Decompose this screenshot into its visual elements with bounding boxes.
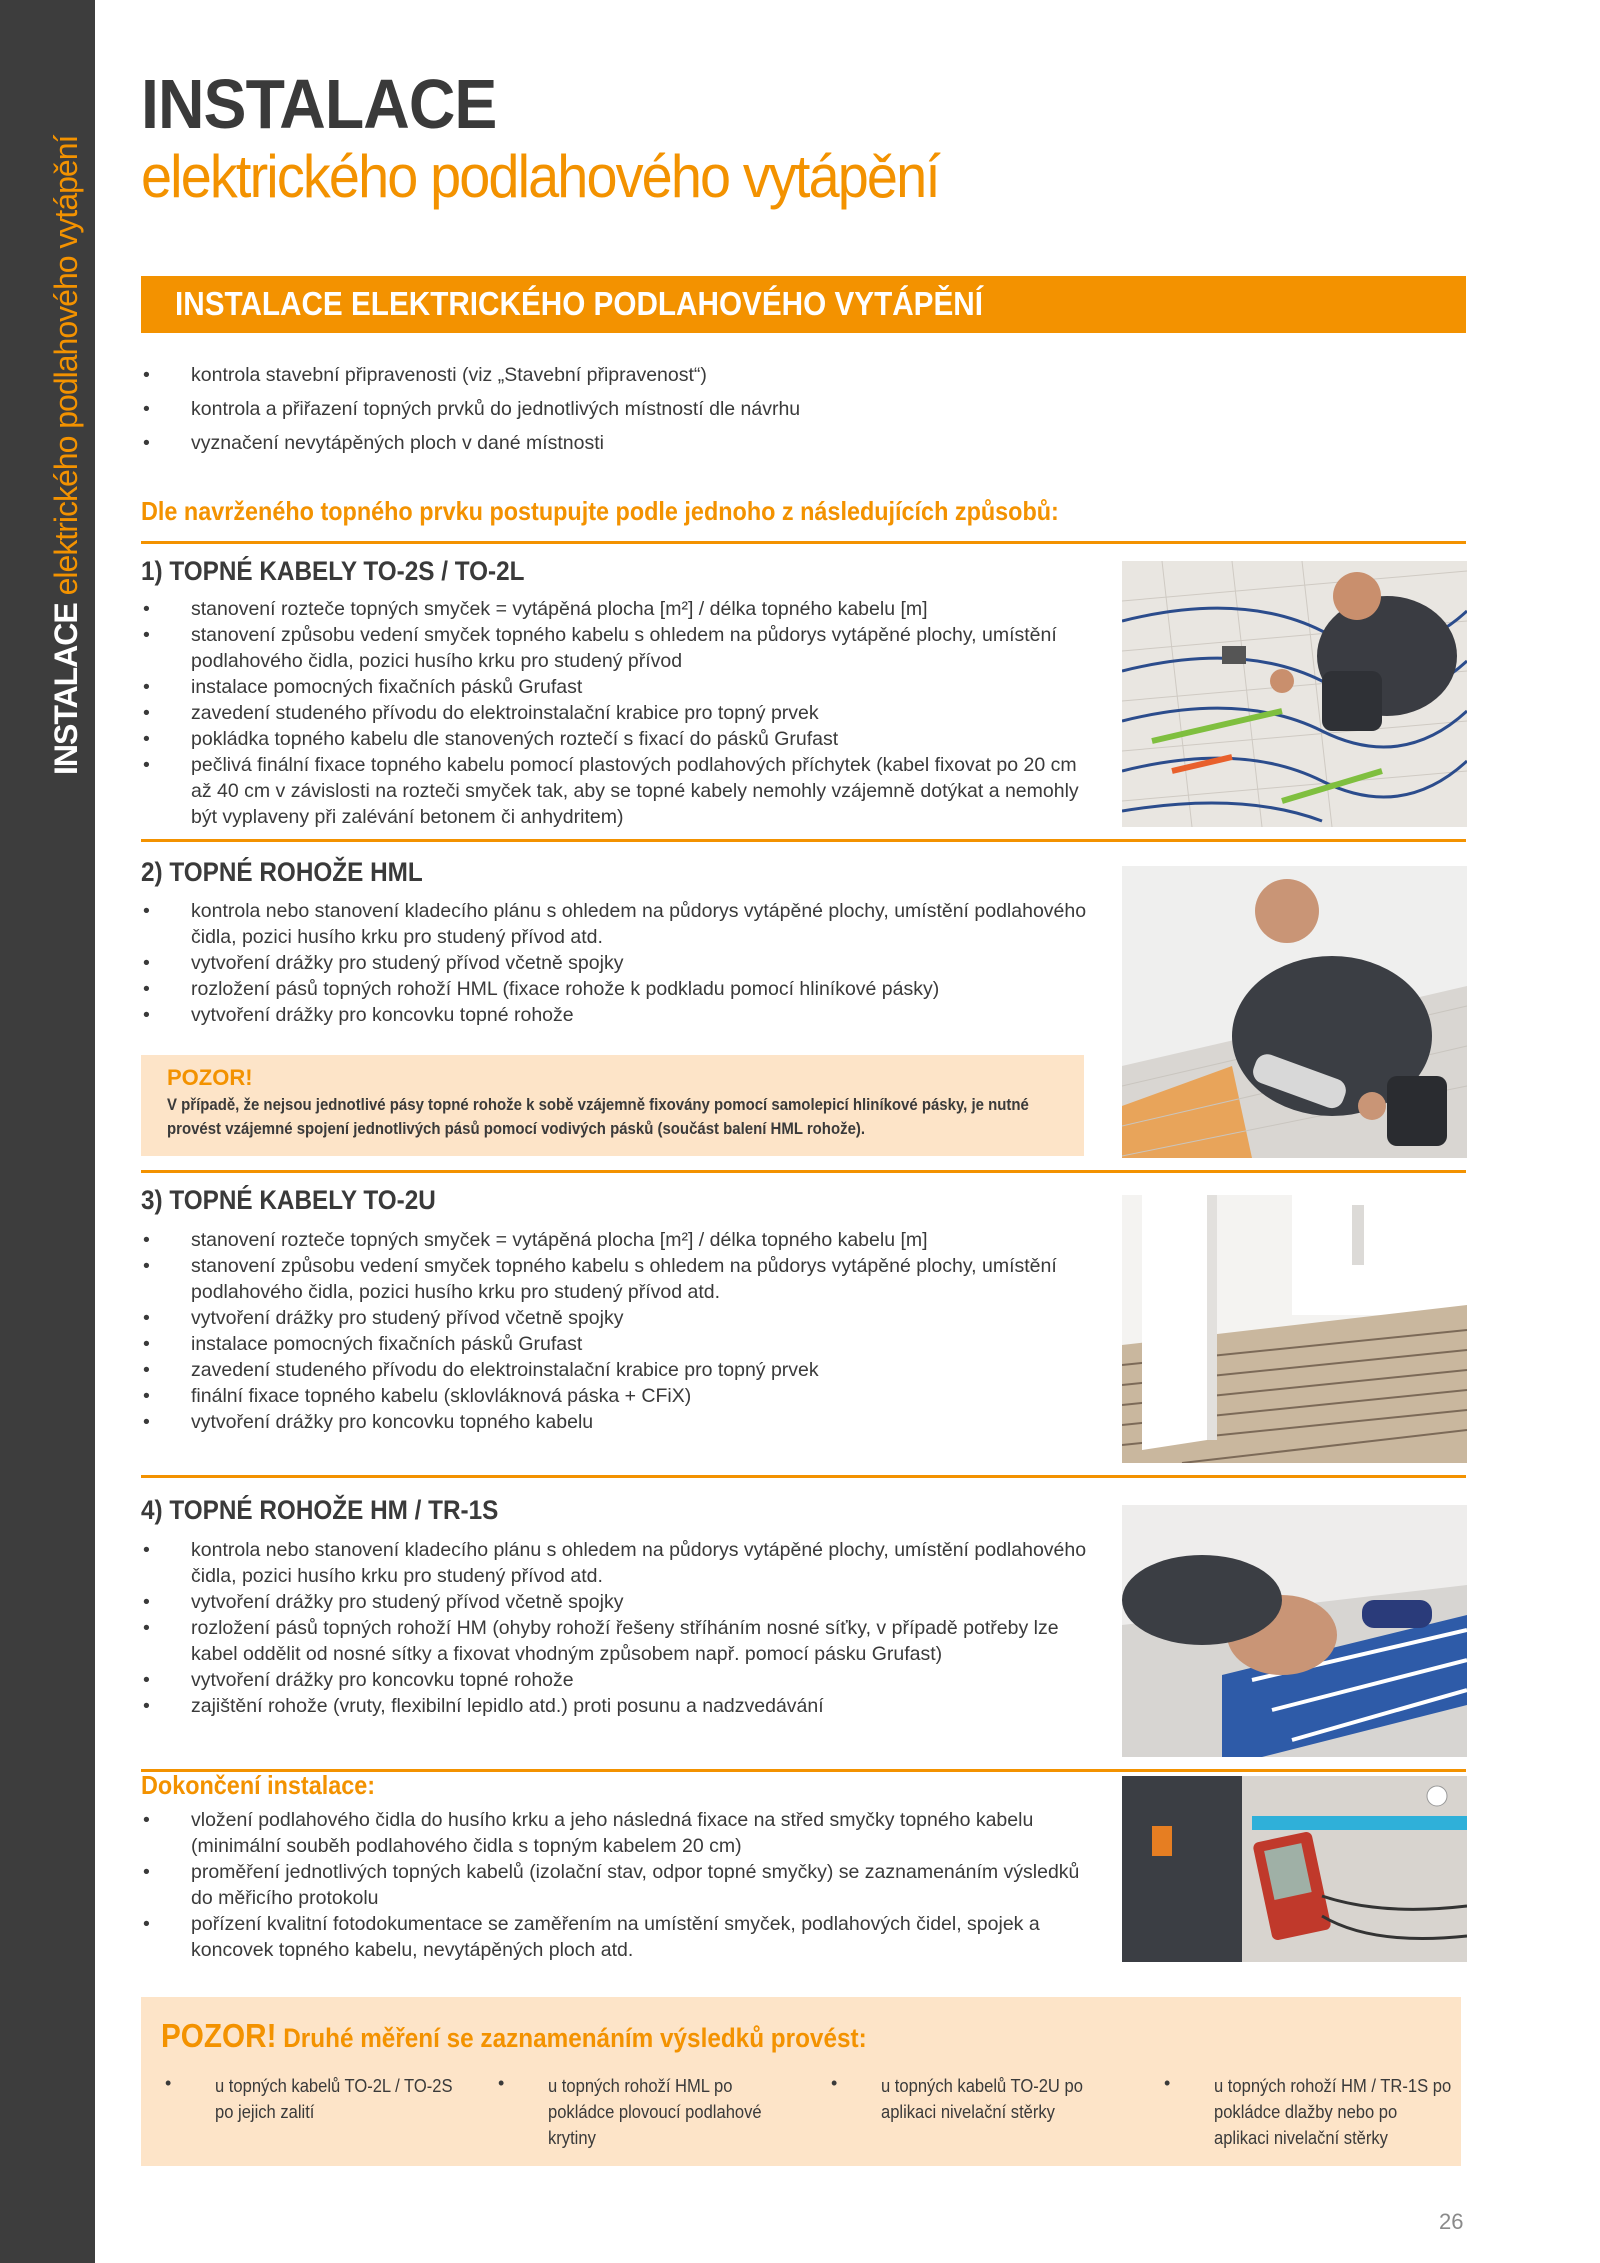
final-box-item-text: u topných rohoží HM / TR-1S po pokládce dlažby nebo po aplikaci nivelační stěrky <box>1214 2076 1452 2148</box>
final-box-title-word: POZOR! <box>161 2017 277 2054</box>
divider <box>141 541 1466 544</box>
intro-list <box>141 362 1101 464</box>
finish-heading: Dokončení instalace: <box>141 1770 376 1800</box>
section-banner <box>141 276 1466 333</box>
list-item: • rozložení pásů topných rohoží HML (fixace rohože k podkladu pomocí hliníkové pásky) <box>141 976 1101 1002</box>
section-1-list <box>141 596 1101 830</box>
list-item: • vytvoření drážky pro studený přívod včetně spojky <box>141 1305 1101 1331</box>
final-box-title-rest: Druhé měření se zaznamenáním výsledků provést: <box>276 2023 867 2053</box>
warning-note <box>141 1055 1084 1156</box>
photo-cable-installation <box>1122 561 1467 827</box>
list-item: • vyznačení nevytápěných ploch v dané místnosti <box>141 430 1101 456</box>
list-item: • stanovení rozteče topných smyček = vytápěná plocha [m²] / délka topného kabelu [m] <box>141 596 1101 622</box>
section-2-list <box>141 898 1101 1028</box>
list-item: • instalace pomocných fixačních pásků Grufast <box>141 674 1101 700</box>
list-item: • zajištění rohože (vruty, flexibilní lepidlo atd.) proti posunu a nadzvedávání <box>141 1693 1101 1719</box>
photo-mat-installation <box>1122 866 1467 1158</box>
list-item: • kontrola nebo stanovení kladecího plánu s ohledem na půdorys vytápěné plochy, umístění podlahového čidla, pozici husího krku pro studený přívod atd. <box>141 898 1101 950</box>
list-item: • instalace pomocných fixačních pásků Grufast <box>141 1331 1101 1357</box>
divider <box>141 839 1466 842</box>
list-item: • zavedení studeného přívodu do elektroinstalační krabice pro topný prvek <box>141 700 1101 726</box>
section-4-heading: 4) TOPNÉ ROHOŽE HM / TR-1S <box>141 1495 499 1525</box>
sidebar-caption-normal: elektrického podlahového vytápění <box>48 135 84 604</box>
photo-mat-laying <box>1122 1505 1467 1757</box>
finish-list <box>141 1807 1101 1963</box>
bullet: • <box>1164 2073 1171 2093</box>
bullet: • <box>831 2073 838 2093</box>
page-number: 26 <box>1439 2209 1464 2234</box>
section-3-list <box>141 1227 1101 1435</box>
bullet: • <box>165 2073 172 2093</box>
list-item: • vytvoření drážky pro koncovku topného kabelu <box>141 1409 1101 1435</box>
photo-measurement <box>1122 1776 1467 1962</box>
list-item: • pečlivá finální fixace topného kabelu pomocí plastových podlahových příchytek (kabel fixovat po 20 cm až 40 cm v závislosti na rozteči smyček tak, aby se topné kabely nemohly vzájemně dotýkat a nemohly být vyplaveny při zalévání betonem či anhydritem) <box>141 752 1101 830</box>
list-item: • kontrola stavební připravenosti (viz „Stavební připravenost“) <box>141 362 1101 388</box>
list-item: • kontrola a přiřazení topných prvků do jednotlivých místností dle návrhu <box>141 396 1101 422</box>
divider <box>141 1475 1466 1478</box>
divider <box>141 1170 1466 1173</box>
page-title: INSTALACE <box>141 65 497 143</box>
section-1-heading: 1) TOPNÉ KABELY TO-2S / TO-2L <box>141 556 525 586</box>
page-subtitle: elektrického podlahového vytápění <box>141 143 939 210</box>
list-item: • vytvoření drážky pro koncovku topné rohože <box>141 1002 1101 1028</box>
final-box-item-text: u topných rohoží HML po pokládce plovoucí podlahové krytiny <box>548 2076 762 2148</box>
list-item: • vložení podlahového čidla do husího krku a jeho následná fixace na střed smyčky topného kabelu (minimální souběh podlahového čidla s topným kabelem 20 cm) <box>141 1807 1101 1859</box>
list-item: • pokládka topného kabelu dle stanovených roztečí s fixací do pásků Grufast <box>141 726 1101 752</box>
final-box-title <box>161 2017 867 2055</box>
final-measurement-box <box>141 1997 1461 2166</box>
list-item: • stanovení způsobu vedení smyček topného kabelu s ohledem na půdorys vytápěné plochy, umístění podlahového čidla, pozici husího krku pro studený přívod atd. <box>141 1253 1101 1305</box>
list-item: • kontrola nebo stanovení kladecího plánu s ohledem na půdorys vytápěné plochy, umístění podlahového čidla, pozici husího krku pro studený přívod atd. <box>141 1537 1101 1589</box>
list-item: • vytvoření drážky pro koncovku topné rohože <box>141 1667 1101 1693</box>
final-box-item-text: u topných kabelů TO-2L / TO-2S po jejich zalití <box>215 2076 453 2122</box>
warning-note-body: V případě, že nejsou jednotlivé pásy topné rohože k sobě vzájemně fixovány pomocí samolepicí hliníkové pásky, je nutné provést vzájemné spojení jednotlivých pásů pomocí vodivých pásků (součást balení HML rohože). <box>167 1095 1029 1138</box>
list-item: • zavedení studeného přívodu do elektroinstalační krabice pro topný prvek <box>141 1357 1101 1383</box>
photo-cable-floor <box>1122 1195 1467 1463</box>
list-item: • stanovení rozteče topných smyček = vytápěná plocha [m²] / délka topného kabelu [m] <box>141 1227 1101 1253</box>
final-box-item-text: u topných kabelů TO-2U po aplikaci nivelační stěrky <box>881 2076 1083 2122</box>
list-item: • finální fixace topného kabelu (sklovláknová páska + CFiX) <box>141 1383 1101 1409</box>
sidebar-caption-bold: INSTALACE <box>48 603 84 775</box>
section-2-heading: 2) TOPNÉ ROHOŽE HML <box>141 857 423 887</box>
list-item: • vytvoření drážky pro studený přívod včetně spojky <box>141 950 1101 976</box>
methods-heading: Dle navrženého topného prvku postupujte podle jednoho z následujících způsobů: <box>141 496 1059 526</box>
section-3-heading: 3) TOPNÉ KABELY TO-2U <box>141 1185 436 1215</box>
section-4-list <box>141 1537 1101 1719</box>
list-item: • proměření jednotlivých topných kabelů (izolační stav, odpor topné smyčky) se zaznamenáním výsledků do měřicího protokolu <box>141 1859 1101 1911</box>
list-item: • vytvoření drážky pro studený přívod včetně spojky <box>141 1589 1101 1615</box>
list-item: • rozložení pásů topných rohoží HM (ohyby rohoží řešeny stříháním nosné síťky, v případě potřeby lze kabel oddělit od nosné sítky a fixovat vhodným způsobem např. pomocí pásku Grufast) <box>141 1615 1101 1667</box>
section-banner-text: INSTALACE ELEKTRICKÉHO PODLAHOVÉHO VYTÁPĚNÍ <box>175 285 984 322</box>
list-item: • stanovení způsobu vedení smyček topného kabelu s ohledem na půdorys vytápěné plochy, umístění podlahového čidla, pozici husího krku pro studený přívod <box>141 622 1101 674</box>
bullet: • <box>498 2073 505 2093</box>
sidebar-caption <box>46 136 86 775</box>
warning-note-title: POZOR! <box>167 1065 253 1090</box>
list-item: • pořízení kvalitní fotodokumentace se zaměřením na umístění smyček, podlahových čidel, spojek a koncovek topného kabelu, nevytápěných ploch atd. <box>141 1911 1101 1963</box>
